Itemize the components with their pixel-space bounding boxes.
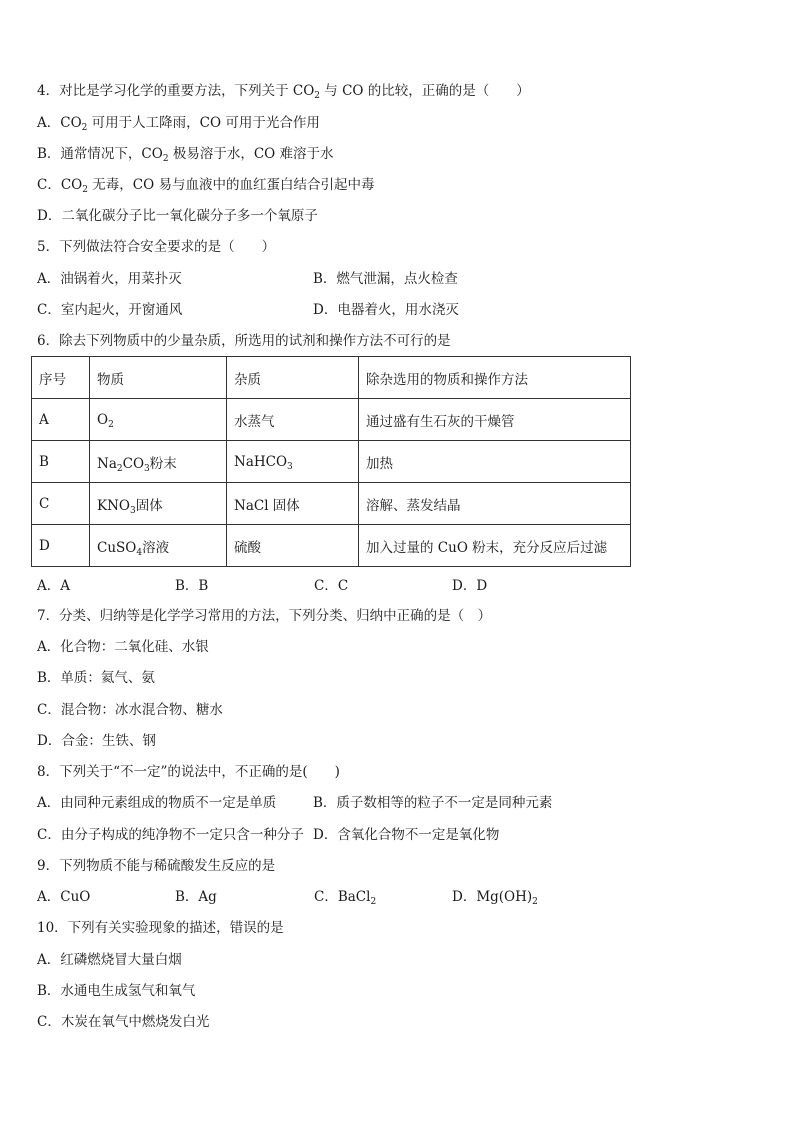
q6-table [31, 356, 631, 567]
q10-stem: 10．下列有关实验现象的描述，错误的是 [37, 920, 284, 936]
q6-option-a: A．A [37, 578, 70, 594]
q8-stem: 8．下列关于“不一定”的说法中，不正确的是( ) [37, 764, 340, 780]
q9-option-c: C．BaCl$_2$ [314, 889, 377, 907]
table-header-row [32, 357, 631, 399]
q7-option-b: B．单质：氦气、氨 [37, 670, 155, 686]
q8-option-d: D．含氧化合物不一定是氧化物 [313, 827, 500, 843]
q10-option-b: B．水通电生成氢气和氧气 [37, 983, 196, 999]
q9-option-b: B．Ag [175, 889, 217, 905]
header-cell: 序号 [32, 357, 90, 399]
q4-option-a: A．$CO_2$ 可用于人工降雨，CO 可用于光合作用 [37, 115, 320, 133]
q6-option-d: D．D [452, 578, 488, 594]
header-cell: 物质 [90, 357, 227, 399]
row-method: 溶解、蒸发结晶 [359, 483, 631, 525]
row-impurity: NaHCO$_3$ [227, 441, 359, 483]
q8-option-c: C．由分子构成的纯净物不一定只含一种分子 [37, 827, 304, 843]
row-substance: $Na_2CO_3$粉末 [90, 441, 227, 483]
q5-option-d: D．电器着火，用水浇灭 [313, 302, 459, 318]
q7-option-d: D．合金：生铁、钢 [37, 733, 156, 749]
q5-option-b: B．燃气泄漏，点火检查 [313, 271, 458, 287]
table-row [32, 483, 631, 525]
q5-option-a: A．油锅着火，用菜扑灭 [37, 271, 182, 287]
row-impurity: 硫酸 [227, 525, 359, 567]
table-row [32, 525, 631, 567]
q10-option-a: A．红磷燃烧冒大量白烟 [37, 952, 182, 968]
q4-option-b: B．通常情况下，$CO_2$ 极易溶于水，CO 难溶于水 [37, 146, 334, 164]
row-method: 加热 [359, 441, 631, 483]
table-row [32, 399, 631, 441]
row-id: C [32, 483, 90, 525]
q6-option-b: B．B [175, 578, 209, 594]
q10-option-c: C．木炭在氧气中燃烧发白光 [37, 1014, 210, 1030]
row-substance: $O_2$ [90, 399, 227, 441]
q8-option-b: B．质子数相等的粒子不一定是同种元素 [313, 795, 553, 811]
q6-option-c: C．C [314, 578, 349, 594]
q5-stem: 5．下列做法符合安全要求的是（ ） [37, 239, 276, 255]
q4-option-d: D．二氧化碳分子比一氧化碳分子多一个氧原子 [37, 208, 318, 224]
row-method: 加入过量的 CuO 粉末，充分反应后过滤 [359, 525, 631, 567]
row-substance: $KNO_3$固体 [90, 483, 227, 525]
q5-option-c: C．室内起火，开窗通风 [37, 302, 183, 318]
row-impurity: NaCl 固体 [227, 483, 359, 525]
row-id: A [32, 399, 90, 441]
row-id: D [32, 525, 90, 567]
q9-option-d: D．$Mg(OH)_2$ [452, 889, 538, 907]
row-method: 通过盛有生石灰的干燥管 [359, 399, 631, 441]
header-cell: 除杂选用的物质和操作方法 [359, 357, 631, 399]
q6-stem: 6．除去下列物质中的少量杂质，所选用的试剂和操作方法不可行的是 [37, 333, 451, 349]
row-id: B [32, 441, 90, 483]
table-row [32, 441, 631, 483]
q4-stem: 4．对比是学习化学的重要方法，下列关于 $CO_2$ 与 CO 的比较，正确的是（ ） [37, 83, 530, 101]
q8-option-a: A．由同种元素组成的物质不一定是单质 [37, 795, 277, 811]
row-substance: CuSO$_4$溶液 [90, 525, 227, 567]
q4-option-c: C．$CO_2$ 无毒，CO 易与血液中的血红蛋白结合引起中毒 [37, 177, 375, 195]
q9-option-a: A．CuO [37, 889, 91, 905]
header-cell: 杂质 [227, 357, 359, 399]
q9-stem: 9．下列物质不能与稀硫酸发生反应的是 [37, 858, 276, 874]
q7-option-a: A．化合物：二氧化硅、水银 [37, 639, 209, 655]
q7-stem: 7．分类、归纳等是化学学习常用的方法，下列分类、归纳中正确的是（ ） [37, 608, 492, 624]
q7-option-c: C．混合物：冰水混合物、糖水 [37, 702, 223, 718]
row-impurity: 水蒸气 [227, 399, 359, 441]
